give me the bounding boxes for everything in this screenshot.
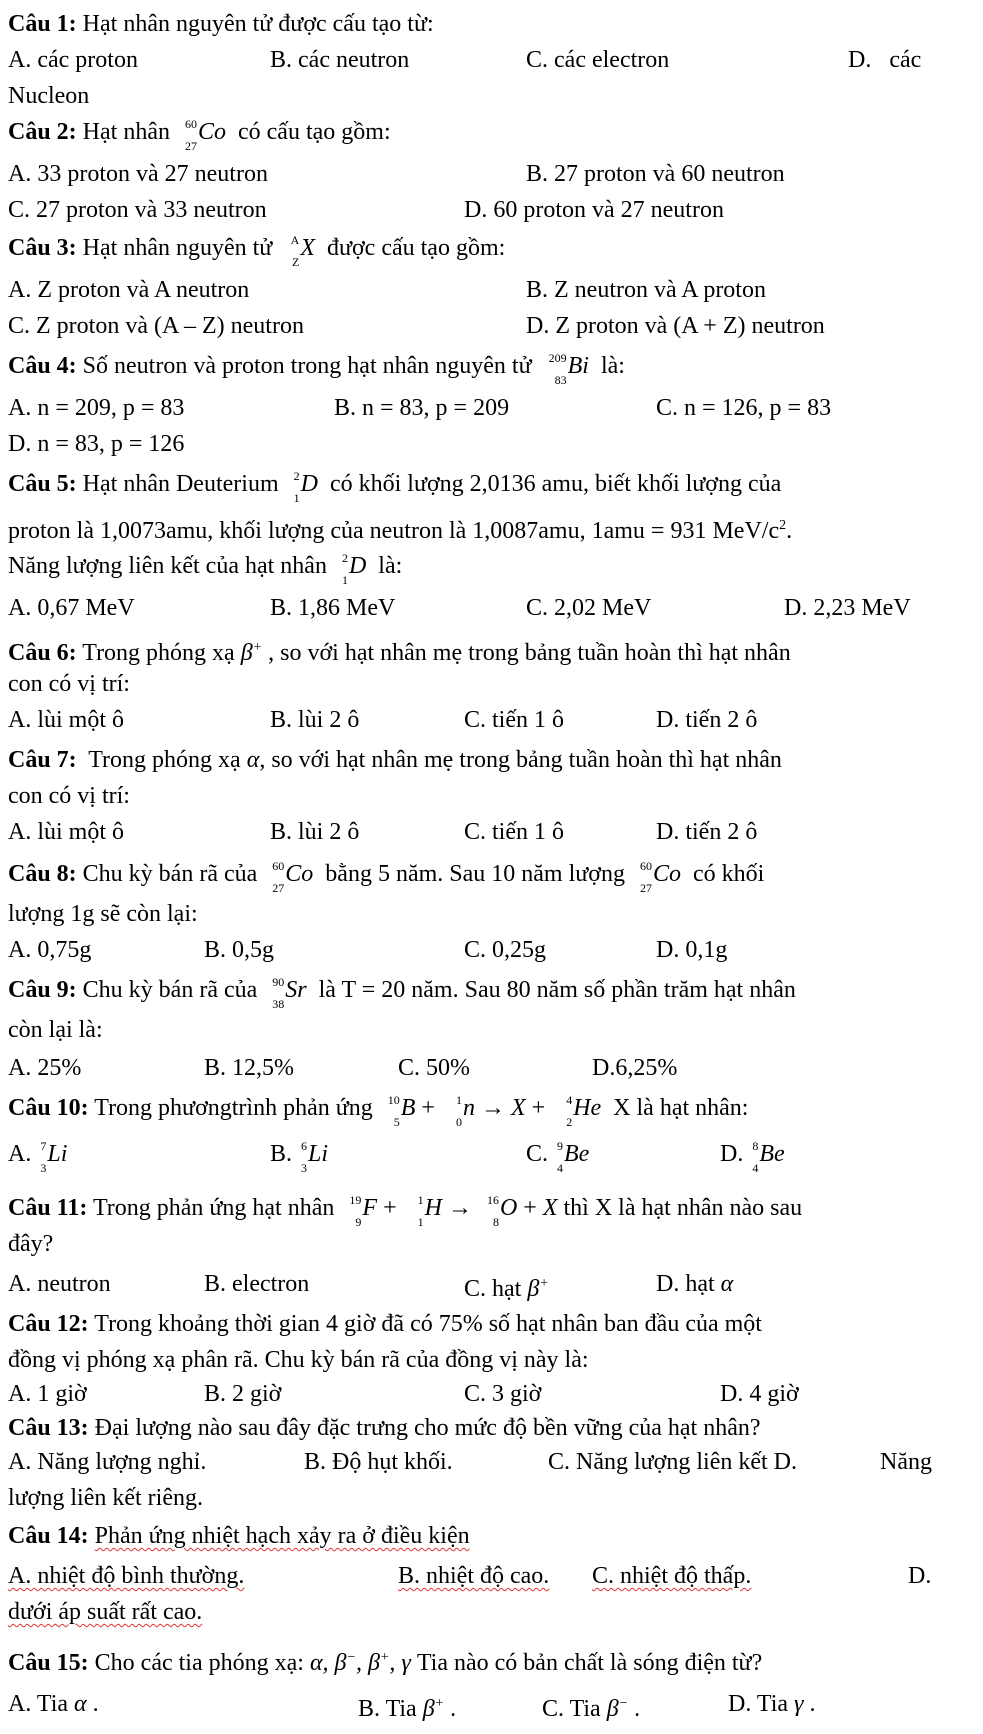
question-14-title: Câu 14: — [8, 1523, 89, 1549]
alpha-symbol: α — [246, 747, 260, 773]
question-2-options-row2 — [8, 192, 943, 228]
question-5-text-before: Hạt nhân Deuterium — [82, 471, 279, 497]
arrow-icon: → — [447, 1195, 472, 1221]
q7-option-d[interactable]: D. tiến 2 ô — [656, 819, 758, 845]
q4-option-a[interactable]: A. n = 209, p = 83 — [8, 395, 185, 421]
question-5-line3 — [8, 548, 943, 587]
question-13-options — [8, 1444, 943, 1480]
q7-option-c[interactable]: C. tiến 1 ô — [464, 819, 564, 845]
question-10-title: Câu 10: — [8, 1095, 89, 1121]
q5-option-d[interactable]: D. 2,23 MeV — [784, 595, 911, 621]
question-11-text-after: thì X là hạt nhân nào sau — [563, 1195, 803, 1221]
question-1-text: Hạt nhân nguyên tử được cấu tạo từ: — [82, 11, 434, 37]
question-11-options — [8, 1266, 943, 1302]
nucleus-h1: 1 1 H — [417, 1193, 442, 1229]
question-5 — [8, 466, 943, 505]
ray-list: α, β−, β+, γ — [309, 1650, 411, 1676]
q13-option-d-cont: lượng liên kết riêng. — [8, 1485, 203, 1511]
nucleus-azx: A Z X — [290, 233, 315, 269]
q1-option-c[interactable]: C. các electron — [526, 47, 670, 73]
q12-option-c[interactable]: C. 3 giờ — [464, 1381, 542, 1407]
question-10-text-after: X là hạt nhân: — [613, 1095, 749, 1121]
q8-option-b[interactable]: B. 0,5g — [204, 937, 275, 963]
q5-option-a[interactable]: A. 0,67 MeV — [8, 595, 135, 621]
question-14-options — [8, 1558, 943, 1594]
question-10 — [8, 1090, 943, 1129]
product-x: X — [510, 1095, 526, 1121]
question-11-title: Câu 11: — [8, 1195, 88, 1221]
question-14 — [8, 1518, 943, 1554]
q13-option-b[interactable]: B. Độ hụt khối. — [304, 1449, 453, 1475]
q15-option-d[interactable]: D. Tia γ . — [728, 1691, 816, 1717]
q6-option-b[interactable]: B. lùi 2 ô — [270, 707, 360, 733]
q8-option-d[interactable]: D. 0,1g — [656, 937, 728, 963]
question-5-line2-text: proton là 1,0073amu, khối lượng của neutron là 1,0087amu, 1amu = 931 MeV/c — [8, 518, 780, 544]
question-15-text-after: Tia nào có bản chất là sóng điện từ? — [410, 1650, 763, 1676]
question-15-options — [8, 1686, 943, 1722]
q4-option-b[interactable]: B. n = 83, p = 209 — [334, 395, 510, 421]
question-14-text: Phản ứng nhiệt hạch xảy ra ở điều kiện — [94, 1523, 470, 1549]
nucleus-co60: 60 27 Co — [184, 117, 226, 153]
plus-sign: + — [523, 1195, 537, 1221]
question-4-options-row2 — [8, 426, 943, 462]
q10-option-c[interactable]: C. 9 4 Be — [526, 1139, 590, 1175]
question-8-options — [8, 932, 943, 968]
question-7-title: Câu 7: — [8, 747, 77, 773]
question-13-title: Câu 13: — [8, 1415, 89, 1441]
question-5-line2-end: . — [786, 518, 793, 544]
q3-option-a[interactable]: A. Z proton và A neutron — [8, 277, 250, 303]
q12-option-a[interactable]: A. 1 giờ — [8, 1381, 87, 1407]
question-1-options — [8, 42, 943, 78]
question-5-line2 — [8, 508, 943, 544]
product-x: X — [542, 1195, 558, 1221]
nucleus-o16: 16 8 O — [486, 1193, 518, 1229]
q1-option-d-cont: Nucleon — [8, 83, 90, 109]
nucleus-co60-q8a: 60 27 Co — [272, 859, 314, 895]
nucleus-bi209: 209 83 Bi — [548, 351, 589, 387]
question-13 — [8, 1410, 943, 1446]
q2-option-d[interactable]: D. 60 proton và 27 neutron — [464, 197, 724, 223]
question-2-text-before: Hạt nhân — [82, 119, 170, 145]
q14-option-b[interactable]: B. nhiệt độ cao. — [398, 1563, 550, 1589]
q6-option-d[interactable]: D. tiến 2 ô — [656, 707, 758, 733]
q13-option-d[interactable]: Năng — [880, 1449, 932, 1475]
nucleus-n1: 1 0 n — [455, 1093, 475, 1129]
plus-sign: + — [383, 1195, 397, 1221]
nucleus-he4: 4 2 He — [566, 1093, 602, 1129]
question-2-title: Câu 2: — [8, 119, 77, 145]
question-6-line2-text: con có vị trí: — [8, 671, 130, 697]
q1-option-d[interactable]: D. các — [848, 47, 922, 73]
question-11 — [8, 1190, 943, 1229]
question-6-text-before: Trong phóng xạ — [82, 640, 235, 666]
q7-option-b[interactable]: B. lùi 2 ô — [270, 819, 360, 845]
plus-sign: + — [531, 1095, 546, 1121]
q15-option-c[interactable]: C. Tia β− . — [542, 1696, 641, 1722]
q3-option-c[interactable]: C. Z proton và (A – Z) neutron — [8, 313, 304, 339]
q2-option-a[interactable]: A. 33 proton và 27 neutron — [8, 161, 268, 187]
question-3-text-before: Hạt nhân nguyên tử — [82, 235, 273, 261]
question-2-options-row1 — [8, 156, 943, 192]
question-1 — [8, 6, 943, 42]
q4-option-c[interactable]: C. n = 126, p = 83 — [656, 395, 832, 421]
question-5-line2-sup: 2 — [779, 518, 787, 533]
question-4-text-after: là: — [600, 353, 625, 379]
question-4-title: Câu 4: — [8, 353, 77, 379]
question-11-line2-text: đây? — [8, 1231, 54, 1257]
q5-option-c[interactable]: C. 2,02 MeV — [526, 595, 652, 621]
question-7-line2 — [8, 778, 943, 814]
q14-option-a[interactable]: A. nhiệt độ bình thường. — [8, 1563, 245, 1589]
question-8-text-before: Chu kỳ bán rã của — [82, 861, 258, 887]
question-6 — [8, 630, 943, 666]
q5-option-b[interactable]: B. 1,86 MeV — [270, 595, 396, 621]
question-2 — [8, 114, 943, 153]
q9-option-d[interactable]: D.6,25% — [592, 1055, 678, 1081]
q6-option-c[interactable]: C. tiến 1 ô — [464, 707, 564, 733]
nucleus-co60-q8b: 60 27 Co — [639, 859, 681, 895]
question-9-options — [8, 1050, 943, 1086]
q10-option-a[interactable]: A. 7 3 Li — [8, 1139, 68, 1175]
question-9-text-before: Chu kỳ bán rã của — [82, 977, 258, 1003]
question-6-text-after: , so với hạt nhân mẹ trong bảng tuần hoàn thì hạt nhân — [268, 640, 791, 666]
q3-option-d[interactable]: D. Z proton và (A + Z) neutron — [526, 313, 825, 339]
q8-option-a[interactable]: A. 0,75g — [8, 937, 92, 963]
nucleus-sr90: 90 38 Sr — [272, 975, 307, 1011]
q11-option-c[interactable]: C. hạt β+ — [464, 1276, 549, 1302]
q10-option-b[interactable]: B. 6 3 Li — [270, 1139, 329, 1175]
question-8-text-mid: bằng 5 năm. Sau 10 năm lượng — [325, 861, 625, 887]
q11-option-b[interactable]: B. electron — [204, 1271, 310, 1297]
question-9-title: Câu 9: — [8, 977, 77, 1003]
nucleus-f19: 19 9 F — [349, 1193, 378, 1229]
q1-option-a[interactable]: A. các proton — [8, 47, 138, 73]
question-11-line2 — [8, 1226, 943, 1262]
question-1-title: Câu 1: — [8, 11, 77, 37]
question-12-title: Câu 12: — [8, 1311, 89, 1337]
question-2-text-after: có cấu tạo gồm: — [238, 119, 391, 145]
question-12-line2-text: đồng vị phóng xạ phân rã. Chu kỳ bán rã của đồng vị này là: — [8, 1347, 589, 1373]
question-7 — [8, 742, 943, 778]
question-9-text-after: là T = 20 năm. Sau 80 năm số phần trăm hạt nhân — [318, 977, 796, 1003]
q2-option-c[interactable]: C. 27 proton và 33 neutron — [8, 197, 267, 223]
q14-option-c[interactable]: C. nhiệt độ thấp. — [592, 1563, 752, 1589]
question-9-line2-text: còn lại là: — [8, 1017, 103, 1043]
q7-option-a[interactable]: A. lùi một ô — [8, 819, 125, 845]
question-4-options — [8, 390, 943, 426]
question-5-text-after: có khối lượng 2,0136 amu, biết khối lượng của — [329, 471, 782, 497]
question-4-text-before: Số neutron và proton trong hạt nhân nguyên tử — [82, 353, 532, 379]
q2-option-b[interactable]: B. 27 proton và 60 neutron — [526, 161, 785, 187]
question-12-line2 — [8, 1342, 943, 1378]
question-11-text-before: Trong phản ứng hạt nhân — [92, 1195, 335, 1221]
question-8 — [8, 856, 943, 895]
q3-option-b[interactable]: B. Z neutron và A proton — [526, 277, 766, 303]
nucleus-d2-repeat: 2 1 D — [341, 551, 367, 587]
question-7-text-after: , so với hạt nhân mẹ trong bảng tuần hoàn thì hạt nhân — [259, 747, 782, 773]
question-5-line3-after: là: — [378, 553, 403, 579]
question-7-options — [8, 814, 943, 850]
question-3-title: Câu 3: — [8, 235, 77, 261]
question-9-line2 — [8, 1012, 943, 1048]
question-14-option-d-cont — [8, 1594, 943, 1630]
q10-option-d[interactable]: D. 8 4 Be — [720, 1139, 785, 1175]
question-3 — [8, 230, 943, 269]
q15-option-b[interactable]: B. Tia β+ . — [358, 1696, 457, 1722]
question-12-options — [8, 1376, 943, 1412]
q9-option-c[interactable]: C. 50% — [398, 1055, 470, 1081]
question-8-title: Câu 8: — [8, 861, 77, 887]
question-9 — [8, 972, 943, 1011]
question-6-options — [8, 702, 943, 738]
q4-option-d[interactable]: D. n = 83, p = 126 — [8, 431, 185, 457]
question-5-options — [8, 590, 943, 626]
question-5-title: Câu 5: — [8, 471, 77, 497]
question-12 — [8, 1306, 943, 1342]
question-15-text-before: Cho các tia phóng xạ: — [94, 1650, 304, 1676]
question-5-line3-before: Năng lượng liên kết của hạt nhân — [8, 553, 327, 579]
q11-option-a[interactable]: A. neutron — [8, 1271, 111, 1297]
question-6-title: Câu 6: — [8, 640, 77, 666]
q6-option-a[interactable]: A. lùi một ô — [8, 707, 125, 733]
question-15 — [8, 1640, 943, 1676]
q11-option-d[interactable]: D. hạt α — [656, 1271, 734, 1297]
reaction-equation-11 — [340, 1193, 563, 1229]
question-4 — [8, 348, 943, 387]
q1-option-b[interactable]: B. các neutron — [270, 47, 410, 73]
q15-option-a[interactable]: A. Tia α . — [8, 1691, 99, 1717]
question-13-option-d-cont — [8, 1480, 943, 1516]
question-6-line2 — [8, 666, 943, 702]
q9-option-a[interactable]: A. 25% — [8, 1055, 82, 1081]
q13-option-c[interactable]: C. Năng lượng liên kết D. — [548, 1449, 797, 1475]
beta-plus-symbol: β+ — [240, 640, 263, 666]
question-15-title: Câu 15: — [8, 1650, 89, 1676]
question-10-options — [8, 1136, 943, 1175]
question-13-text: Đại lượng nào sau đây đặc trưng cho mức độ bền vững của hạt nhân? — [94, 1415, 761, 1441]
q9-option-b[interactable]: B. 12,5% — [204, 1055, 294, 1081]
q1-option-d-continued — [8, 78, 943, 114]
question-3-text-after: được cấu tạo gồm: — [326, 235, 506, 261]
q12-option-d[interactable]: D. 4 giờ — [720, 1381, 799, 1407]
q8-option-c[interactable]: C. 0,25g — [464, 937, 547, 963]
arrow-icon: → — [480, 1095, 505, 1121]
question-10-text-before: Trong phươngtrình phản ứng — [94, 1095, 373, 1121]
nucleus-b10: 10 5 B — [387, 1093, 416, 1129]
plus-sign: + — [421, 1095, 435, 1121]
q12-option-b[interactable]: B. 2 giờ — [204, 1381, 282, 1407]
question-3-options-row2 — [8, 308, 943, 344]
question-12-text: Trong khoảng thời gian 4 giờ đã có 75% số hạt nhân ban đầu của một — [94, 1311, 762, 1337]
q13-option-a[interactable]: A. Năng lượng nghỉ. — [8, 1449, 207, 1475]
question-8-line2 — [8, 896, 943, 932]
q14-option-d-cont: dưới áp suất rất cao. — [8, 1599, 203, 1625]
question-7-line2-text: con có vị trí: — [8, 783, 130, 809]
question-7-text-before: Trong phóng xạ — [82, 747, 241, 773]
question-8-text-after: có khối — [692, 861, 765, 887]
nucleus-d2: 2 1 D — [293, 469, 318, 505]
reaction-equation-10 — [379, 1093, 613, 1129]
question-8-line2-text: lượng 1g sẽ còn lại: — [8, 901, 198, 927]
q14-option-d[interactable]: D. — [908, 1563, 932, 1589]
question-3-options-row1 — [8, 272, 943, 308]
